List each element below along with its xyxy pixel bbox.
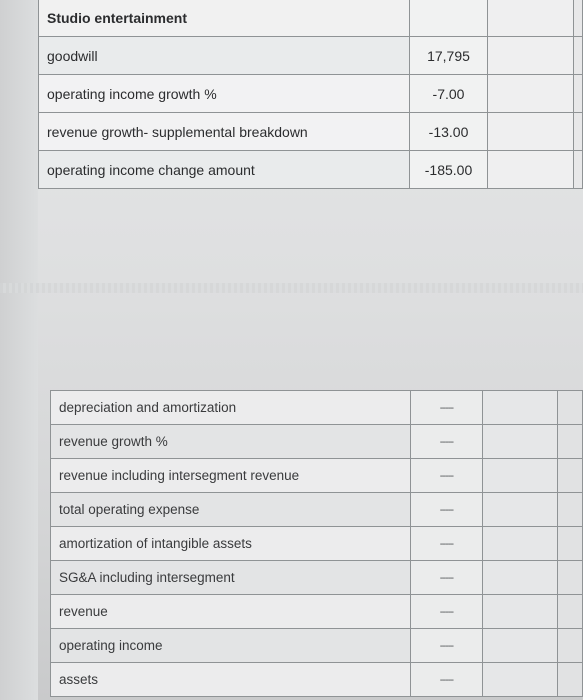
table-row <box>39 37 583 75</box>
empty-cell <box>574 75 583 113</box>
row-label: goodwill <box>39 37 410 75</box>
empty-cell <box>557 425 583 459</box>
table-row <box>39 75 583 113</box>
row-label: revenue growth- supplemental breakdown <box>39 113 410 151</box>
row-value: ----- <box>410 493 482 527</box>
empty-cell <box>557 561 583 595</box>
studio-entertainment-table <box>38 0 583 189</box>
table-row <box>51 595 583 629</box>
empty-cell <box>483 527 557 561</box>
table-row <box>51 493 583 527</box>
screen-band <box>0 283 583 293</box>
empty-cell <box>483 459 557 493</box>
empty-cell <box>487 75 574 113</box>
row-label: total operating expense <box>51 493 411 527</box>
empty-cell <box>483 561 557 595</box>
table-row <box>39 113 583 151</box>
empty-cell <box>487 113 574 151</box>
row-value: ----- <box>410 425 482 459</box>
empty-cell <box>574 151 583 189</box>
empty-cell <box>557 629 583 663</box>
empty-cell <box>557 493 583 527</box>
row-label: depreciation and amortization <box>51 391 411 425</box>
empty-cell <box>483 663 557 697</box>
table-row <box>51 425 583 459</box>
row-value: -7.00 <box>410 75 487 113</box>
row-value: ----- <box>410 595 482 629</box>
row-label: operating income change amount <box>39 151 410 189</box>
row-label: revenue growth % <box>51 425 411 459</box>
empty-cell <box>557 595 583 629</box>
row-label: SG&A including intersegment <box>51 561 411 595</box>
table-row <box>51 561 583 595</box>
empty-cell <box>487 0 574 37</box>
table-row <box>51 527 583 561</box>
table-title: Studio entertainment <box>39 0 410 37</box>
empty-cell <box>483 595 557 629</box>
row-label: revenue <box>51 595 411 629</box>
row-label: assets <box>51 663 411 697</box>
empty-cell <box>574 37 583 75</box>
row-label: operating income <box>51 629 411 663</box>
empty-cell <box>574 0 583 37</box>
table-row <box>51 459 583 493</box>
table-row <box>51 663 583 697</box>
row-value: ----- <box>410 629 482 663</box>
row-value: ----- <box>410 561 482 595</box>
left-margin <box>0 0 38 700</box>
row-value: ----- <box>410 663 482 697</box>
row-value: -185.00 <box>410 151 487 189</box>
empty-cell <box>557 459 583 493</box>
table-row <box>51 391 583 425</box>
row-label: revenue including intersegment revenue <box>51 459 411 493</box>
empty-cell <box>487 151 574 189</box>
empty-cell <box>574 113 583 151</box>
table-row <box>51 629 583 663</box>
row-label: amortization of intangible assets <box>51 527 411 561</box>
table-row <box>39 151 583 189</box>
empty-cell <box>557 391 583 425</box>
row-value: ----- <box>410 459 482 493</box>
header-value-cell <box>410 0 487 37</box>
empty-cell <box>487 37 574 75</box>
empty-cell <box>483 629 557 663</box>
empty-cell <box>483 391 557 425</box>
empty-cell <box>557 663 583 697</box>
row-value: -13.00 <box>410 113 487 151</box>
empty-cell <box>483 493 557 527</box>
row-value: ----- <box>410 527 482 561</box>
row-value: ----- <box>410 391 482 425</box>
empty-cell <box>483 425 557 459</box>
row-label: operating income growth % <box>39 75 410 113</box>
metrics-table <box>50 390 583 697</box>
empty-cell <box>557 527 583 561</box>
table-header-row <box>39 0 583 37</box>
row-value: 17,795 <box>410 37 487 75</box>
